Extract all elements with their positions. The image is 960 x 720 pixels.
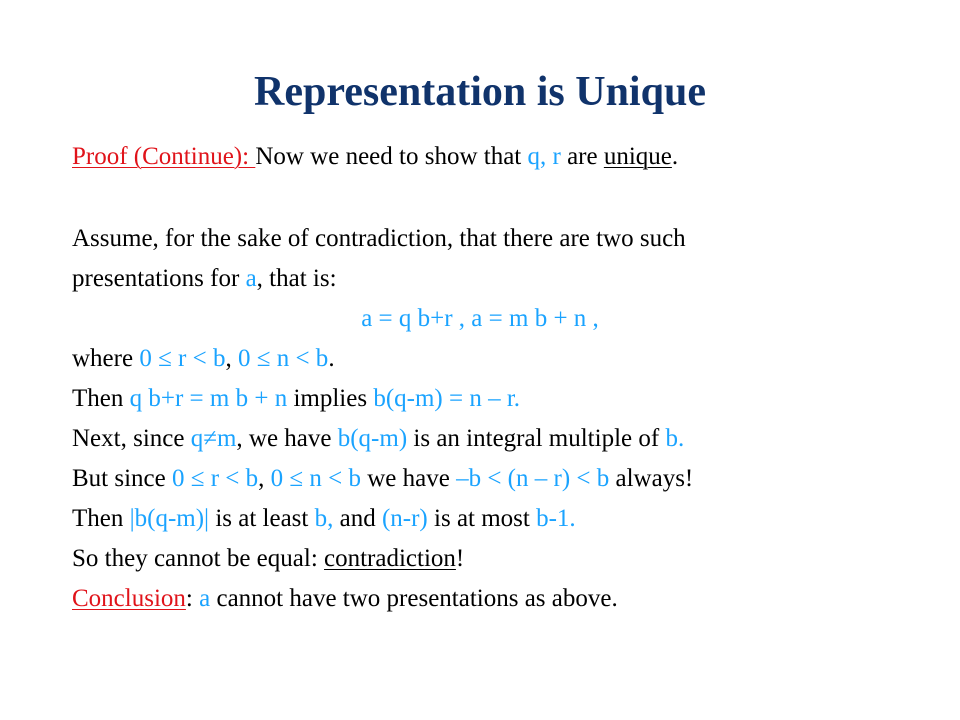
math: q, r [527,143,561,170]
bounds-line [72,462,932,496]
math: b(q-m) [337,425,408,452]
conclusion-line [72,582,932,616]
presentations-line [72,262,932,296]
text: where [72,345,140,372]
atleast-line [72,502,932,536]
text: So they cannot be equal: [72,545,325,572]
text: , [225,345,238,372]
math: b, [314,505,334,532]
math: q≠m [190,425,237,452]
math: b-1. [536,505,576,532]
where-line [72,342,932,376]
text: ! [455,545,465,572]
implies-line [72,382,932,416]
text: , [258,465,271,492]
contradiction-emphasis: contradiction [324,545,456,572]
text: implies [287,385,374,412]
text: always! [609,465,694,492]
proof-label: Proof (Continue): [72,143,256,170]
text: is at most [427,505,537,532]
text: . [328,345,335,372]
slide-body [72,140,932,622]
text: cannot have two presentations as above. [210,585,618,612]
contradiction-line [72,542,932,576]
text: is an integral multiple of [407,425,666,452]
proof-intro-line [72,140,932,174]
text: Then [72,505,130,532]
math: 0 ≤ r < b [139,345,226,372]
text: But since [72,465,172,492]
math: b. [665,425,685,452]
math: a [199,585,211,612]
text: Assume, for the sake of contradiction, that there are two such [72,225,686,252]
conclusion-label: Conclusion [72,585,186,612]
math: 0 ≤ r < b [172,465,259,492]
math: b(q-m) = n – r. [373,385,521,412]
math: |b(q-m)| [129,505,210,532]
assume-line [72,222,932,256]
text: , we have [236,425,338,452]
math: –b < (n – r) < b [456,465,610,492]
text: is at least [209,505,315,532]
text: , that is: [256,265,337,292]
spacer [72,180,932,222]
math: q b+r = m b + n [129,385,288,412]
math: a [245,265,257,292]
text: : [185,585,200,612]
text: are [560,143,604,170]
equation-line [72,302,888,336]
text: Next, since [72,425,191,452]
text: Then [72,385,130,412]
text: . [671,143,679,170]
slide-title: Representation is Unique [254,69,706,115]
math: 0 ≤ n < b [237,345,329,372]
math: (n-r) [381,505,428,532]
unique-emphasis: unique [603,143,672,170]
math: 0 ≤ n < b [270,465,361,492]
text: Now we need to show that [255,143,528,170]
text: we have [360,465,457,492]
equation: a = q b+r , a = m b + n , [361,305,599,332]
text: and [333,505,382,532]
multiple-line [72,422,932,456]
text: presentations for [72,265,246,292]
